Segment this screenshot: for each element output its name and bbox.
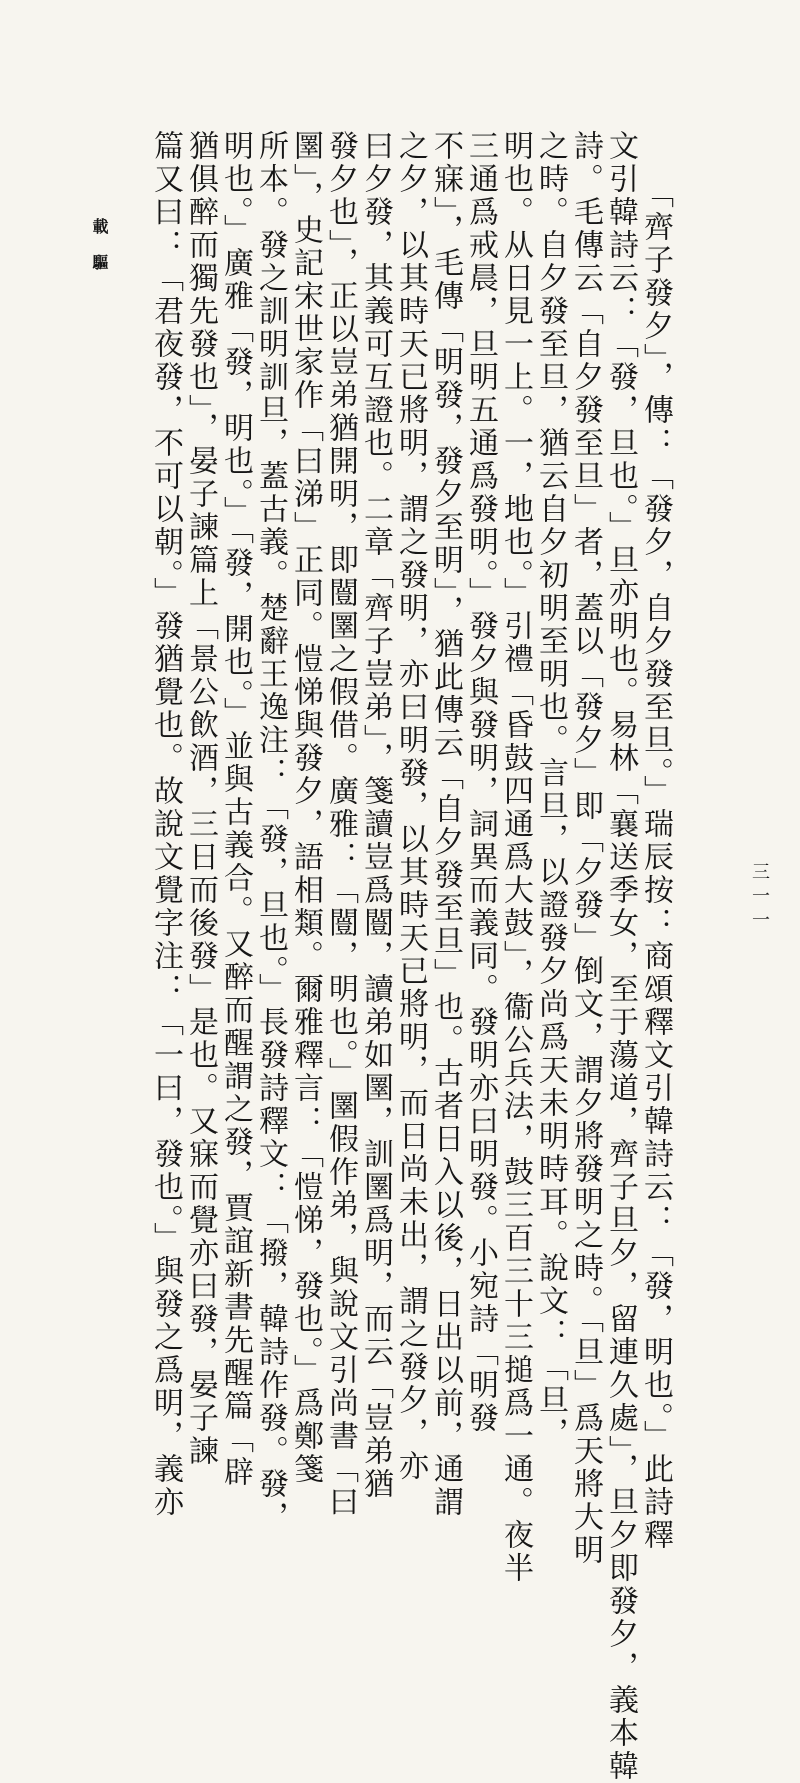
running-title: 載驅 <box>90 218 109 290</box>
text-column-3: 詩。毛傳云「自夕發至旦」者，蓋以「發夕」即「夕發」倒文，謂夕將發明之時。「旦」爲天將大明 <box>568 130 603 1567</box>
text-column-15: 篇又曰：「君夜發，不可以朝。」發猶覺也。故說文覺字注：「一曰，發也。」與發之爲明，義亦 <box>148 130 183 1519</box>
text-column-6: 三通爲戒晨，旦明五通爲發明。」發夕與發明，詞異而義同。發明亦曰明發。小宛詩「明發 <box>463 130 498 1435</box>
text-column-14: 猶俱醉而獨先發也」，晏子諫篇上「景公飲酒，三日而後發」是也。又寐而覺亦曰發，晏子諫 <box>183 130 218 1468</box>
text-column-9: 曰夕發，其義可互證也。二章「齊子豈弟」，箋讀豈爲闓，讀弟如圛，訓圛爲明，而云「豈弟猶 <box>358 130 393 1501</box>
text-column-12: 所本。發之訓明訓旦，蓋古義。楚辭王逸注：「發，旦也。」長發詩釋文：「撥，韓詩作發。發， <box>253 130 288 1534</box>
text-column-8: 之夕，以其時天已將明，謂之發明，亦曰明發，以其時天已將明，而日尚未出，謂之發夕，亦 <box>393 130 428 1483</box>
text-column-2: 文引韓詩云：「發，旦也。」旦亦明也。易林「襄送季女，至于蕩道，齊子旦夕，留連久處」，旦夕即發夕，義本韓 <box>603 130 638 1783</box>
text-column-5: 明也。从日見一上。一，地也。」引禮「昏鼓四通爲大鼓」，衞公兵法，鼓三百三十三搥爲一通。夜半 <box>498 130 533 1585</box>
text-column-13: 明也。」廣雅「發，明也。」「發，開也。」並與古義合。又醉而醒謂之發，賈誼新書先醒篇「辟 <box>218 130 253 1489</box>
text-column-4: 之時。自夕發至旦，猶云自夕初明至明也。言旦，以證發夕尚爲天未明時耳。說文：「旦， <box>533 130 568 1450</box>
text-column-11: 圛」，史記宋世家作「曰涕」正同。愷悌與發夕，語相類。爾雅釋言：「愷悌，發也。」爲鄭箋 <box>288 130 323 1486</box>
text-column-7: 不寐」，毛傳「明發，發夕至明」，猶此傳云「自夕發至旦」也。古者日入以後，日出以前，通謂 <box>428 130 463 1519</box>
text-column-1: 「齊子發夕」，傳：「發夕，自夕發至旦。」瑞辰按：商頌釋文引韓詩云：「發，明也。」此詩釋 <box>638 178 673 1552</box>
page-number: 三一一 <box>749 862 770 934</box>
text-column-10: 發夕也」，正以豈弟猶開明，即闓圛之假借。廣雅：「闓，明也。」圛假作弟，與說文引尚書「曰 <box>323 130 358 1519</box>
